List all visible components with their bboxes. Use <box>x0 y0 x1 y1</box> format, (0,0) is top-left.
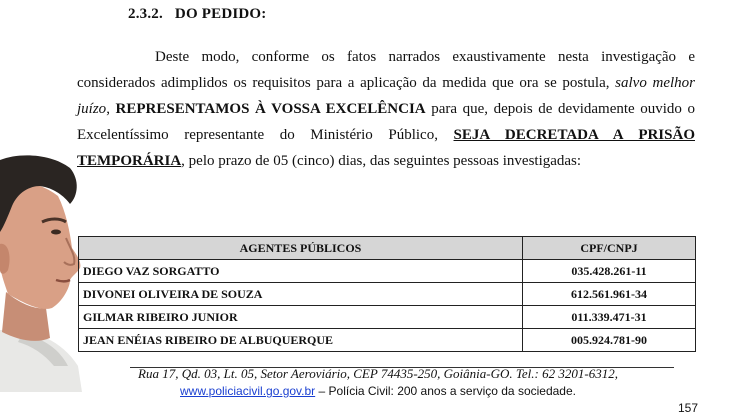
agents-table <box>78 236 696 352</box>
agent-name: JEAN ENÉIAS RIBEIRO DE ALBUQUERQUE <box>79 329 523 352</box>
agent-name: GILMAR RIBEIRO JUNIOR <box>79 306 523 329</box>
footer-tagline: – Polícia Civil: 200 anos a serviço da sociedade. <box>315 384 576 398</box>
table-row <box>79 329 696 352</box>
section-heading <box>128 6 267 23</box>
website-link[interactable]: www.policiacivil.go.gov.br <box>180 384 316 398</box>
paragraph-text-2: , <box>106 101 116 117</box>
header-cpf: CPF/CNPJ <box>523 237 696 260</box>
header-agents: AGENTES PÚBLICOS <box>79 237 523 260</box>
table-row <box>79 283 696 306</box>
paragraph-text-1: Deste modo, conforme os fatos narrados exaustivamente nesta investigação e considerados adimplidos os requisitos para a aplicação da medida que ora se postula, <box>77 49 695 91</box>
agent-name: DIEGO VAZ SORGATTO <box>79 260 523 283</box>
agent-cpf: 035.428.261-11 <box>523 260 696 283</box>
agent-cpf: 011.339.471-31 <box>523 306 696 329</box>
paragraph-bold: REPRESENTAMOS À VOSSA EXCELÊNCIA <box>115 101 426 117</box>
footer-address: Rua 17, Qd. 03, Lt. 05, Setor Aeroviário, CEP 74435-250, Goiânia-GO. Tel.: 62 3201-6312, <box>138 366 618 381</box>
page-number: 157 <box>677 401 698 415</box>
paragraph-text-4: , pelo prazo de 05 (cinco) dias, das seguintes pessoas investigadas: <box>181 153 582 169</box>
table-row <box>79 306 696 329</box>
table-header-row <box>79 237 696 260</box>
paragraph-italic: salvo melhor juízo <box>77 75 695 117</box>
agent-name: DIVONEI OLIVEIRA DE SOUZA <box>79 283 523 306</box>
paragraph-bold-underlined: SEJA DECRETADA A PRISÃO TEMPORÁRIA <box>77 127 695 169</box>
paragraph-text-3: para que, depois de devidamente ouvido o Excelentíssimo representante do Ministério Público, <box>77 101 695 143</box>
section-number: 2.3.2. <box>128 6 163 22</box>
agent-cpf: 612.561.961-34 <box>523 283 696 306</box>
section-title: DO PEDIDO: <box>174 6 267 22</box>
request-paragraph <box>77 44 695 174</box>
table-row <box>79 260 696 283</box>
footer-web-line <box>0 384 738 398</box>
agent-cpf: 005.924.781-90 <box>523 329 696 352</box>
